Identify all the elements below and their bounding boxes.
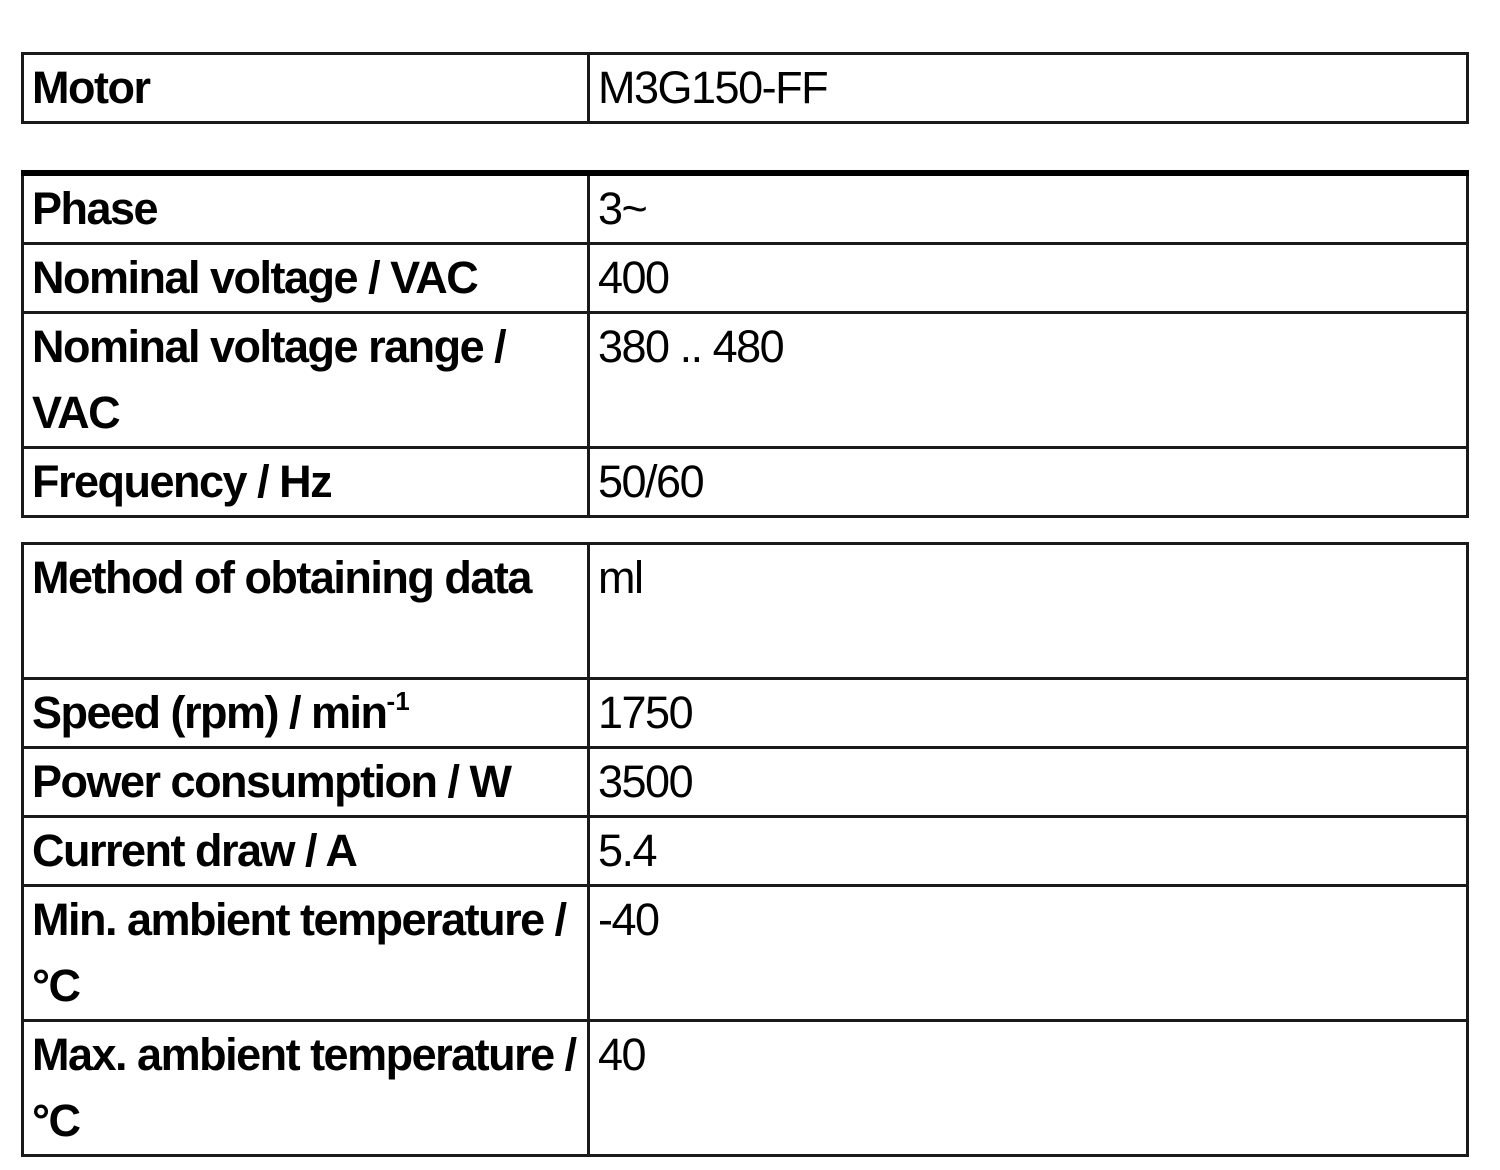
row-value: -40: [589, 886, 1468, 1021]
row-value: 3500: [589, 748, 1468, 817]
speed-label-superscript: -1: [386, 686, 410, 716]
row-label: Motor: [23, 54, 589, 123]
row-label: Min. ambient temperature / °C: [23, 886, 589, 1021]
row-value: 40: [589, 1021, 1468, 1156]
table-row: [23, 173, 1468, 244]
row-value: 3~: [589, 173, 1468, 244]
table-row: [23, 817, 1468, 886]
row-label: Method of obtaining data: [23, 544, 589, 679]
table-row: [23, 748, 1468, 817]
row-value: M3G150-FF: [589, 54, 1468, 123]
row-label: Frequency / Hz: [23, 448, 589, 517]
speed-label-text: Speed (rpm) / min: [32, 687, 387, 738]
row-label: Nominal voltage / VAC: [23, 244, 589, 313]
motor-table: [21, 52, 1469, 124]
row-label: Power consumption / W: [23, 748, 589, 817]
table-row: [23, 313, 1468, 448]
row-value: 1750: [589, 679, 1468, 748]
row-value: 5.4: [589, 817, 1468, 886]
table-row: [23, 244, 1468, 313]
row-label: Max. ambient temperature / °C: [23, 1021, 589, 1156]
row-label: Nominal voltage range / VAC: [23, 313, 589, 448]
performance-table: [21, 542, 1469, 1157]
row-value: 380 .. 480: [589, 313, 1468, 448]
electrical-table: [21, 170, 1469, 518]
table-row: [23, 448, 1468, 517]
row-value: 400: [589, 244, 1468, 313]
table-row: [23, 1021, 1468, 1156]
row-label: [23, 679, 589, 748]
table-row: [23, 886, 1468, 1021]
row-label: Phase: [23, 173, 589, 244]
row-value: ml: [589, 544, 1468, 679]
row-value: 50/60: [589, 448, 1468, 517]
table-row: [23, 679, 1468, 748]
row-label: Current draw / A: [23, 817, 589, 886]
table-row: [23, 544, 1468, 679]
table-row: [23, 54, 1468, 123]
